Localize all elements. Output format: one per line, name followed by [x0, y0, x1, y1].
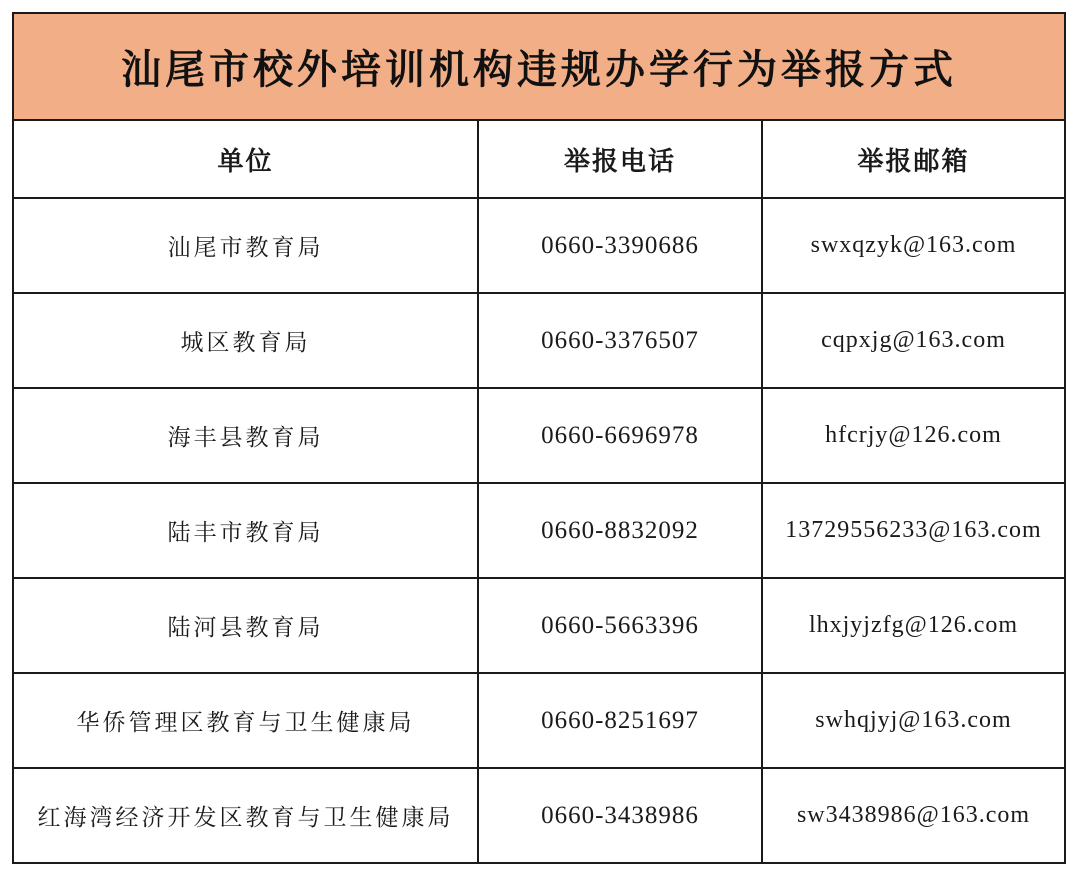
email-cell: swhqjyj@163.com: [762, 673, 1064, 768]
phone-cell: 0660-3376507: [478, 293, 762, 388]
table-row: [14, 673, 1064, 768]
column-header-email: 举报邮箱: [762, 121, 1064, 198]
phone-cell: 0660-6696978: [478, 388, 762, 483]
table-row: [14, 483, 1064, 578]
table-row: [14, 293, 1064, 388]
column-header-phone: 举报电话: [478, 121, 762, 198]
email-cell: hfcrjy@126.com: [762, 388, 1064, 483]
report-contact-table: [12, 12, 1066, 864]
email-cell: 13729556233@163.com: [762, 483, 1064, 578]
phone-cell: 0660-3390686: [478, 198, 762, 293]
unit-cell: 华侨管理区教育与卫生健康局: [14, 673, 478, 768]
unit-cell: 陆河县教育局: [14, 578, 478, 673]
title-bar: [14, 14, 1064, 121]
table-row: [14, 388, 1064, 483]
table-row: [14, 578, 1064, 673]
unit-cell: 红海湾经济开发区教育与卫生健康局: [14, 768, 478, 862]
email-cell: sw3438986@163.com: [762, 768, 1064, 862]
email-cell: cqpxjg@163.com: [762, 293, 1064, 388]
unit-cell: 海丰县教育局: [14, 388, 478, 483]
phone-cell: 0660-3438986: [478, 768, 762, 862]
phone-cell: 0660-8832092: [478, 483, 762, 578]
email-cell: swxqzyk@163.com: [762, 198, 1064, 293]
header-row: [14, 121, 1064, 198]
column-header-unit: 单位: [14, 121, 478, 198]
unit-cell: 汕尾市教育局: [14, 198, 478, 293]
page-title: 汕尾市校外培训机构违规办学行为举报方式: [121, 46, 957, 93]
table-row: [14, 768, 1064, 862]
table-row: [14, 198, 1064, 293]
unit-cell: 陆丰市教育局: [14, 483, 478, 578]
phone-cell: 0660-5663396: [478, 578, 762, 673]
unit-cell: 城区教育局: [14, 293, 478, 388]
contact-table: [14, 121, 1064, 862]
email-cell: lhxjyjzfg@126.com: [762, 578, 1064, 673]
phone-cell: 0660-8251697: [478, 673, 762, 768]
